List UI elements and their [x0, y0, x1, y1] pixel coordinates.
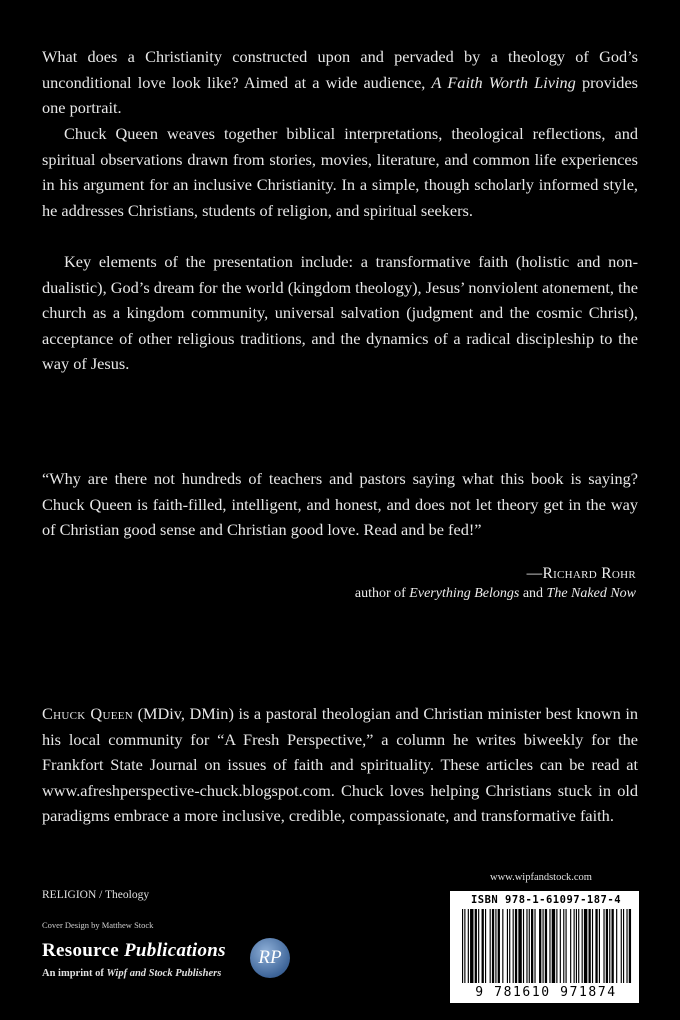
barcode-bar: [526, 909, 527, 983]
barcode-bar: [626, 909, 627, 983]
blurb-p1-end: provides one portrait.: [42, 72, 639, 118]
barcode-bar: [518, 909, 521, 983]
barcode-bar: [549, 909, 550, 983]
publisher-imprint: [42, 968, 221, 979]
category: RELIGION / Theology: [42, 889, 150, 901]
barcode-bar: [478, 909, 479, 983]
barcode-bar: [570, 909, 571, 983]
publisher-logo-text: [42, 940, 226, 962]
barcode-bar: [515, 909, 517, 983]
blurb-p1-text: What does a Christianity constructed upon and pervaded by a theology of God’s unconditional love look like? Aimed at a wide audience,: [42, 47, 638, 92]
credit-and: and: [519, 586, 547, 601]
credit-book-2: The Naked Now: [546, 586, 636, 601]
endorsement-author: [527, 563, 636, 585]
publisher-website: www.wipfandstock.com: [490, 872, 592, 883]
barcode-bar: [490, 909, 491, 983]
barcode-bar: [599, 909, 600, 983]
barcode-bar: [582, 909, 583, 983]
barcode-bar: [513, 909, 514, 983]
isbn-barcode: [447, 888, 642, 1006]
publisher-badge-icon: RP: [250, 938, 290, 978]
barcode-bar: [468, 909, 469, 983]
imprint-name: Wipf and Stock Publishers: [106, 968, 222, 979]
barcode-digits: 9 781610 971874: [475, 985, 617, 1000]
barcode-bar: [574, 909, 575, 983]
barcode-bar: [462, 909, 463, 983]
barcode-bar: [576, 909, 577, 983]
barcode-bar: [623, 909, 624, 983]
barcode-bar: [584, 909, 587, 983]
barcode-bar: [603, 909, 604, 983]
barcode-bar: [529, 909, 530, 983]
barcode-bar: [606, 909, 608, 983]
barcode-bar: [556, 909, 557, 983]
barcode-bar: [560, 909, 561, 983]
endorsement-credit: [355, 583, 636, 605]
blurb-paragraph-3: Key elements of the presentation include: a transformative faith (holistic and non-dualistic), God’s dream for the world (kingdom theology), Jesus’ nonviolent atonement, the church as a kingdom community, universal salvation (judgment and the cosmic Christ), acceptance of other religious traditions, and the dynamics of a radical discipleship to the way of Jesus.: [42, 252, 638, 374]
endorsement-quote: “Why are there not hundreds of teachers and pastors saying what this book is saying? Chuck Queen is faith-filled, intelligent, and honest, and does not let theory get in the way of Christian good sense and Christian good love. Read and be fed!”: [42, 469, 638, 540]
barcode-bar: [595, 909, 597, 983]
author-name: Chuck Queen: [42, 704, 134, 723]
barcode-bar: [621, 909, 622, 983]
barcode-bar: [545, 909, 547, 983]
publisher-name-b: Publications: [124, 940, 226, 961]
barcode-bar: [539, 909, 541, 983]
credit-book-1: Everything Belongs: [409, 586, 520, 601]
barcode-bar: [492, 909, 494, 983]
barcode-bar: [475, 909, 477, 983]
publisher-name-a: Resource: [42, 940, 125, 961]
barcode-bar: [616, 909, 617, 983]
barcode-bar: [498, 909, 500, 983]
book-title: A Faith Worth Living: [431, 72, 576, 92]
blurb-paragraph-2: Chuck Queen weaves together biblical interpretations, theological reflections, and spiritual observations drawn from stories, movies, literature, and common life experiences in his argument for an inclusive Christianity. In a simple, though scholarly informed style, he addresses Christians, students of religion, and spiritual seekers.: [42, 124, 638, 220]
barcode-bar: [531, 909, 533, 983]
barcode-bar: [464, 909, 465, 983]
author-bio-text: (MDiv, DMin) is a pastoral theologian and Christian minister best known in his local community for “A Fresh Perspective,” a column he writes biweekly for the Frankfort State Journal on issues of faith and spirituality. These articles can be read at www.afreshperspective-chuck.blogspot.com. Chuck loves helping Christians stuck in old paradigms embrace a more inclusive, credible, compassionate, and transformative faith.: [42, 704, 638, 826]
barcode-bar: [543, 909, 544, 983]
imprint-prefix: An imprint of: [42, 968, 107, 979]
barcode-bar: [612, 909, 614, 983]
author-bio: [42, 701, 638, 829]
barcode-bar: [495, 909, 496, 983]
barcode-bar: [534, 909, 535, 983]
isbn-number: ISBN 978-1-61097-187-4: [470, 894, 622, 906]
barcode-bar: [485, 909, 486, 983]
barcode-bar: [592, 909, 593, 983]
credit-prefix: author of: [354, 586, 410, 601]
barcode-bar: [566, 909, 567, 983]
barcode-bar: [578, 909, 579, 983]
barcode-bar: [609, 909, 610, 983]
barcode-bar: [509, 909, 510, 983]
cover-design-credit: Cover Design by Matthew Stock: [42, 920, 154, 930]
barcode-bar: [502, 909, 503, 983]
barcode-bar: [507, 909, 508, 983]
barcode-bar: [589, 909, 591, 983]
endorsement-author-name: —Richard Rohr: [526, 565, 636, 582]
barcode-bars: [456, 909, 636, 987]
barcode-bar: [563, 909, 564, 983]
barcode-bar: [470, 909, 473, 983]
barcode-bar: [629, 909, 631, 983]
barcode-bar: [552, 909, 555, 983]
barcode-bar: [482, 909, 484, 983]
blurb-paragraph-1: [42, 44, 638, 121]
barcode-bar: [523, 909, 524, 983]
